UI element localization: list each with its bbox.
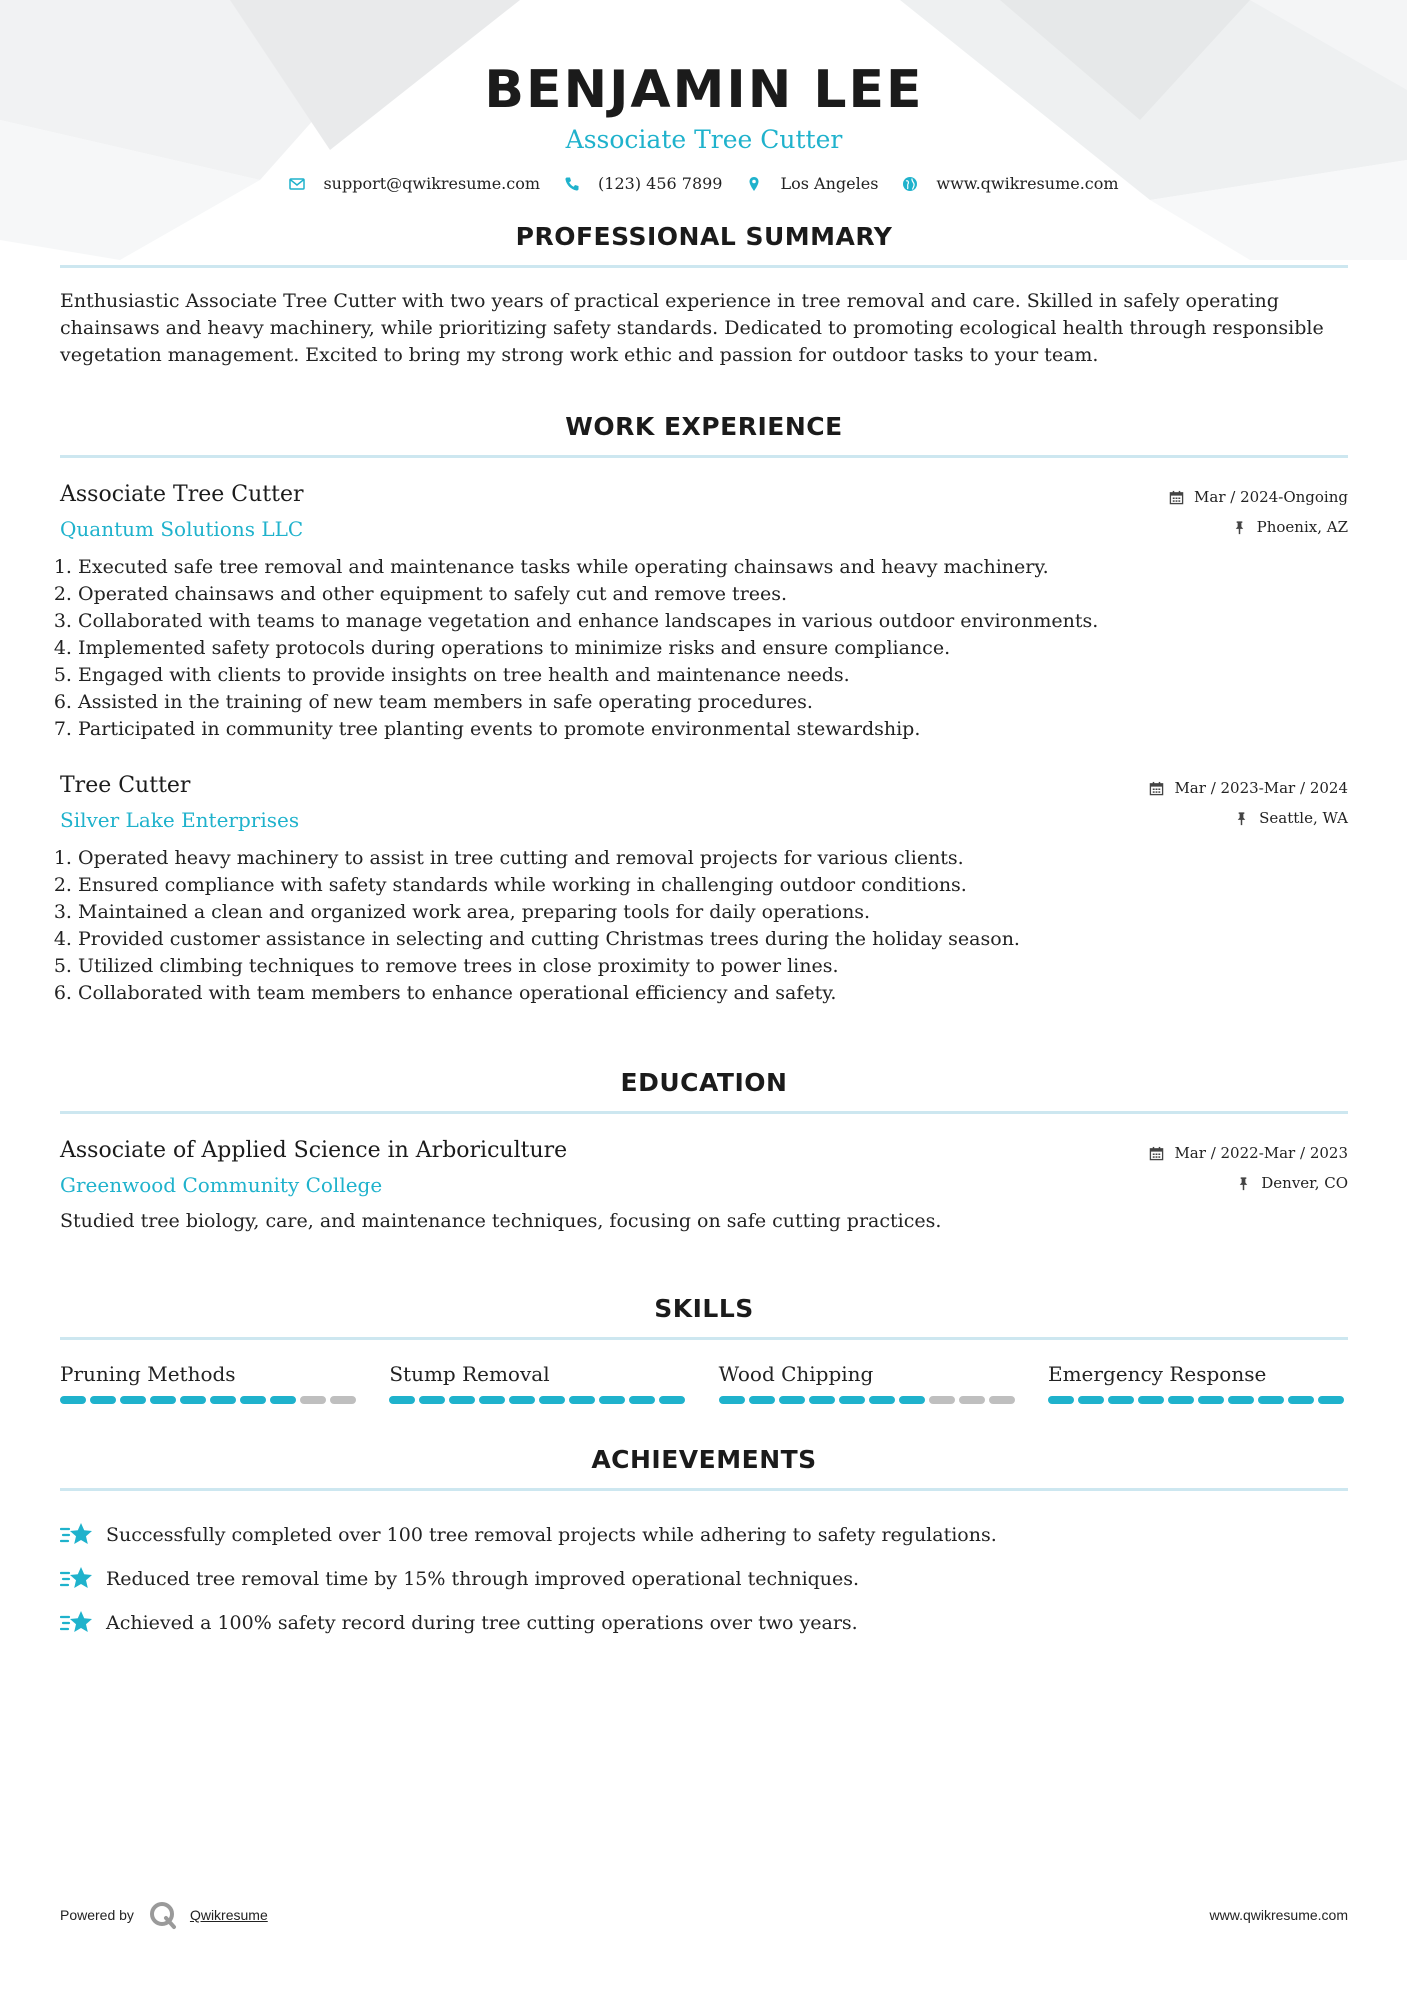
skill-level-segment-filled (120, 1396, 146, 1404)
skill-level-segment-filled (1228, 1396, 1254, 1404)
school-name: Greenwood Community College (60, 1173, 383, 1197)
duty-list (60, 554, 1348, 743)
skill-level-segment-filled (1318, 1396, 1344, 1404)
summary-heading: PROFESSIONAL SUMMARY (515, 222, 893, 251)
skill-level-segment-filled (779, 1396, 805, 1404)
degree-title: Associate of Applied Science in Arboriculture (60, 1138, 568, 1163)
calendar-icon (1149, 781, 1164, 796)
skill-level-segment-filled (479, 1396, 505, 1404)
duty-list (60, 845, 1348, 1007)
phone-text: (123) 456 7899 (598, 174, 723, 193)
skill-level-segment-empty (959, 1396, 985, 1404)
skills-section (60, 1293, 1348, 1404)
star-icon (60, 1608, 94, 1638)
skill-name: Wood Chipping (718, 1362, 874, 1386)
skill-level-segment-filled (1168, 1396, 1194, 1404)
skill-level-segment-filled (1108, 1396, 1134, 1404)
skill-name: Emergency Response (1047, 1362, 1267, 1386)
list-item: 7. Participated in community tree planting events to promote environmental stewardship. (78, 716, 1348, 743)
skill-name: Pruning Methods (60, 1362, 236, 1386)
skill-level-segment-filled (180, 1396, 206, 1404)
skill-level-segment-filled (629, 1396, 655, 1404)
skill-level-segment-filled (719, 1396, 745, 1404)
education-heading: EDUCATION (620, 1068, 788, 1097)
achievement-list (60, 1513, 1348, 1645)
skill-item (719, 1360, 1019, 1404)
skill-item (60, 1360, 360, 1404)
achievements-section (60, 1444, 1348, 1645)
job-dates: Mar / 2023-Mar / 2024 (1174, 779, 1348, 797)
email-text: support@qwikresume.com (323, 174, 541, 193)
skill-level-segment-filled (839, 1396, 865, 1404)
list-item: 2. Ensured compliance with safety standards while working in challenging outdoor conditions. (78, 872, 1348, 899)
calendar-icon (1149, 1146, 1164, 1161)
skill-level-bar (719, 1396, 1019, 1404)
skill-level-segment-filled (1048, 1396, 1074, 1404)
map-pin-icon (746, 176, 762, 192)
skill-level-segment-filled (60, 1396, 86, 1404)
qwikresume-logo-icon (148, 1900, 178, 1930)
skill-level-segment-filled (389, 1396, 415, 1404)
skill-level-bar (1048, 1396, 1348, 1404)
list-item: 5. Engaged with clients to provide insights on tree health and maintenance needs. (78, 662, 1348, 689)
envelope-icon (289, 176, 305, 192)
skill-level-segment-filled (90, 1396, 116, 1404)
job-meta (1149, 771, 1348, 831)
achievement-item (60, 1513, 1348, 1557)
job-dates: Mar / 2024-Ongoing (1194, 488, 1348, 506)
list-item: 3. Maintained a clean and organized work area, preparing tools for daily operations. (78, 899, 1348, 926)
skill-level-segment-filled (809, 1396, 835, 1404)
job-location: Phoenix, AZ (1256, 518, 1348, 536)
achievement-item (60, 1557, 1348, 1601)
education-dates: Mar / 2022-Mar / 2023 (1174, 1144, 1348, 1162)
skills-row (60, 1360, 1348, 1404)
achievement-item (60, 1601, 1348, 1645)
footer-website[interactable]: www.qwikresume.com (1209, 1907, 1348, 1923)
list-item: 5. Utilized climbing techniques to remove trees in close proximity to power lines. (78, 953, 1348, 980)
skills-heading: SKILLS (654, 1294, 754, 1323)
skill-level-bar (389, 1396, 689, 1404)
skill-level-segment-filled (749, 1396, 775, 1404)
skill-level-segment-filled (509, 1396, 535, 1404)
skill-level-segment-filled (270, 1396, 296, 1404)
list-item: 2. Operated chainsaws and other equipment to safely cut and remove trees. (78, 581, 1348, 608)
skill-level-bar (60, 1396, 360, 1404)
job-entry (60, 771, 1348, 1007)
page-footer (60, 1900, 1348, 1930)
candidate-title: Associate Tree Cutter (565, 125, 843, 154)
skill-name: Stump Removal (389, 1362, 550, 1386)
resume-page (60, 0, 1348, 1645)
star-icon (60, 1520, 94, 1550)
website-text: www.qwikresume.com (936, 174, 1119, 193)
section-divider (60, 265, 1348, 268)
calendar-icon (1169, 490, 1184, 505)
skill-level-segment-empty (989, 1396, 1015, 1404)
skill-item (1048, 1360, 1348, 1404)
contact-email[interactable] (289, 174, 540, 193)
powered-by-label: Powered by (60, 1907, 134, 1923)
list-item: 1. Operated heavy machinery to assist in tree cutting and removal projects for various clients. (78, 845, 1348, 872)
list-item: 1. Executed safe tree removal and maintenance tasks while operating chainsaws and heavy machinery. (78, 554, 1348, 581)
education-entry (60, 1136, 1348, 1235)
skill-item (389, 1360, 689, 1404)
experience-heading: WORK EXPERIENCE (565, 412, 843, 441)
location-text: Los Angeles (780, 174, 879, 193)
brand-link[interactable]: Qwikresume (189, 1907, 268, 1923)
skill-level-segment-filled (1198, 1396, 1224, 1404)
skill-level-segment-filled (659, 1396, 685, 1404)
skill-level-segment-filled (599, 1396, 625, 1404)
achievements-heading: ACHIEVEMENTS (591, 1445, 817, 1474)
education-location: Denver, CO (1261, 1174, 1348, 1192)
contact-location (746, 174, 878, 193)
list-item: 4. Provided customer assistance in selecting and cutting Christmas trees during the holiday season. (78, 926, 1348, 953)
job-title: Associate Tree Cutter (60, 482, 304, 507)
list-item: 4. Implemented safety protocols during operations to minimize risks and ensure compliance. (78, 635, 1348, 662)
skill-level-segment-filled (539, 1396, 565, 1404)
list-item: 3. Collaborated with teams to manage vegetation and enhance landscapes in various outdoor environments. (78, 608, 1348, 635)
section-divider (60, 1488, 1348, 1491)
company-name: Silver Lake Enterprises (60, 808, 300, 832)
skill-level-segment-filled (210, 1396, 236, 1404)
section-divider (60, 1111, 1348, 1114)
job-entry (60, 480, 1348, 743)
job-meta (1169, 480, 1348, 540)
job-title: Tree Cutter (60, 773, 191, 798)
achievement-text: Reduced tree removal time by 15% through improved operational techniques. (106, 1568, 860, 1590)
experience-section (60, 411, 1348, 1007)
skill-level-segment-filled (1078, 1396, 1104, 1404)
summary-section (60, 221, 1348, 369)
skill-level-segment-filled (869, 1396, 895, 1404)
pushpin-icon (1236, 1176, 1251, 1191)
company-name: Quantum Solutions LLC (60, 517, 304, 541)
skill-level-segment-empty (330, 1396, 356, 1404)
skill-level-segment-filled (569, 1396, 595, 1404)
education-section (60, 1067, 1348, 1235)
achievement-text: Achieved a 100% safety record during tree cutting operations over two years. (106, 1612, 858, 1634)
star-icon (60, 1564, 94, 1594)
skill-level-segment-filled (150, 1396, 176, 1404)
skill-level-segment-empty (929, 1396, 955, 1404)
achievement-text: Successfully completed over 100 tree removal projects while adhering to safety regulations. (106, 1524, 997, 1546)
globe-icon (902, 176, 918, 192)
pushpin-icon (1234, 811, 1249, 826)
education-description: Studied tree biology, care, and maintenance techniques, focusing on safe cutting practices. (60, 1210, 942, 1232)
contact-website[interactable] (902, 174, 1118, 193)
skill-level-segment-filled (419, 1396, 445, 1404)
list-item: 6. Collaborated with team members to enhance operational efficiency and safety. (78, 980, 1348, 1007)
powered-by (60, 1900, 268, 1930)
skill-level-segment-filled (1258, 1396, 1284, 1404)
skill-level-segment-filled (899, 1396, 925, 1404)
skill-level-segment-empty (300, 1396, 326, 1404)
pushpin-icon (1232, 520, 1247, 535)
summary-text: Enthusiastic Associate Tree Cutter with two years of practical experience in tree removal and care. Skilled in safely operating chainsaws and heavy machinery, while prioritizing safety standards. Dedicated to promoting ecological health through responsible vegetation management. Excited to bring my strong work ethic and passion for outdoor tasks to your team. (60, 290, 1324, 366)
candidate-name: BENJAMIN LEE (484, 60, 924, 120)
section-divider (60, 455, 1348, 458)
contact-phone[interactable] (564, 174, 722, 193)
skill-level-segment-filled (449, 1396, 475, 1404)
phone-icon (564, 176, 580, 192)
skill-level-segment-filled (240, 1396, 266, 1404)
section-divider (60, 1337, 1348, 1340)
list-item: 6. Assisted in the training of new team members in safe operating procedures. (78, 689, 1348, 716)
job-location: Seattle, WA (1259, 809, 1348, 827)
education-meta (1149, 1136, 1348, 1196)
skill-level-segment-filled (1138, 1396, 1164, 1404)
skill-level-segment-filled (1288, 1396, 1314, 1404)
contact-bar (60, 174, 1348, 193)
resume-header (60, 0, 1348, 193)
